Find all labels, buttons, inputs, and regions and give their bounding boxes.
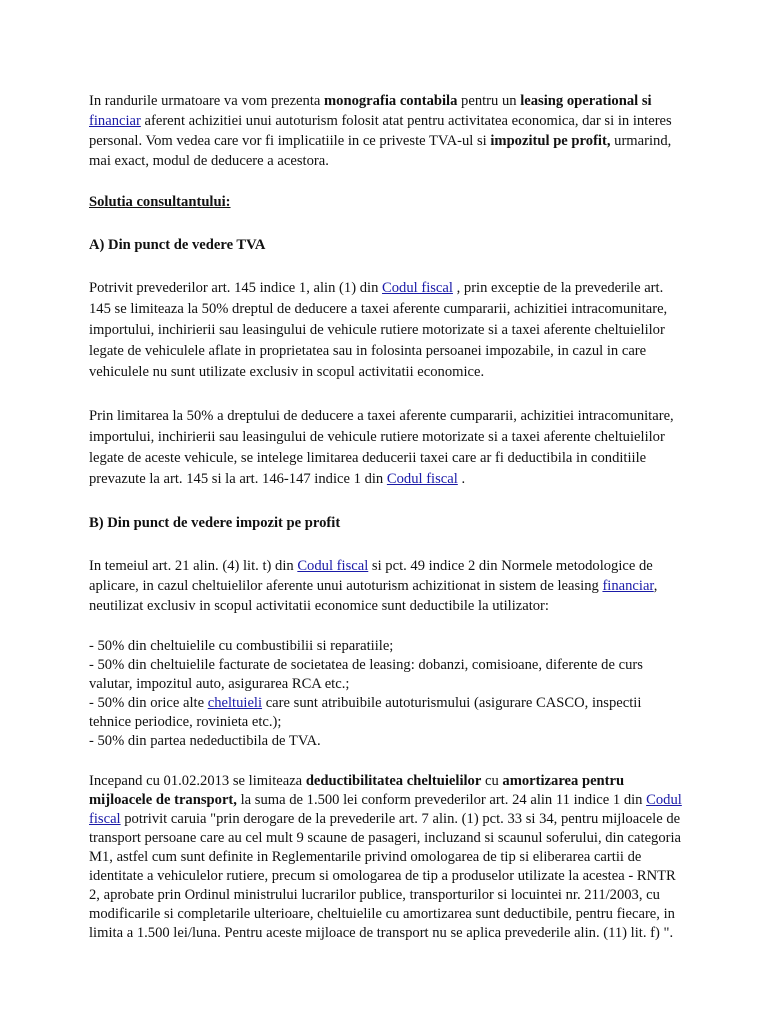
deductible-list: [89, 637, 683, 751]
section-b-paragraph-1: In temeiul art. 21 alin. (4) lit. t) din Codul fiscal si pct. 49 indice 2 din Normele metodologice de aplicare, in cazul cheltuielilor aferente unui autoturism achizitionat in sistem de leasing financiar, neutilizat exclusiv in scopul activitatii economice sunt deductibile la utilizator:: [89, 558, 658, 614]
list-item: - 50% din orice alte cheltuieli care sunt atribuibile autoturismului (asigurare CASCO, inspectii tehnice periodice, rovinieta etc.);: [89, 695, 642, 730]
section-a-paragraph-1: Potrivit prevederilor art. 145 indice 1, alin (1) din Codul fiscal , prin exceptie de la prevederile art. 145 se limiteaza la 50% dreptul de deducere a taxei aferente cumpararii, achizitiei intracomunitare, importului, inchirierii sau leasingului de vehicule rutiere motorizate si a taxei aferente cheltuielilor legate de vehiculele aflate in proprietatea sau in folosinta persoanei impozabile, in cazul in care vehiculele nu sunt utilizate exclusiv in scopul activitatii economice.: [89, 280, 668, 380]
section-a-paragraph-2: Prin limitarea la 50% a dreptului de deducere a taxei aferente cumpararii, achizitiei intracomunitare, importului, inchirierii sau leasingului de vehicule rutiere motorizate si a taxei aferente cheltuielilor legate de aceste vehicule, se intelege limitarea deducerii taxei care ar fi deductibila in conditiile prevazute la art. 145 si la art. 146-147 indice 1 din Codul fiscal .: [89, 408, 674, 487]
section-a-heading: A) Din punct de vedere TVA: [89, 237, 266, 253]
intro-bold-3: impozitul pe profit,: [490, 133, 611, 149]
list-item: - 50% din partea nedeductibila de TVA.: [89, 733, 321, 749]
codul-fiscal-link[interactable]: Codul fiscal: [297, 558, 369, 574]
intro-paragraph: In randurile urmatoare va vom prezenta monografia contabila pentru un leasing operational si financiar aferent achizitiei unui autoturism folosit atat pentru activitatea economica, dar si in interes personal. Vom vedea care vor fi implicatiile in ce priveste TVA-ul si impozitul pe profit, urmarind, mai exact, modul de deducere a acestora.: [89, 93, 672, 169]
codul-fiscal-link[interactable]: Codul fiscal: [382, 280, 453, 296]
intro-bold-1: monografia contabila: [324, 93, 458, 109]
document-body: [89, 91, 683, 943]
financiar-link[interactable]: financiar: [89, 113, 141, 129]
financiar-link[interactable]: financiar: [602, 578, 654, 594]
codul-fiscal-link[interactable]: Codul fiscal: [89, 792, 682, 827]
cheltuieli-link[interactable]: cheltuieli: [207, 695, 263, 711]
list-item: - 50% din cheltuielile facturate de societatea de leasing: dobanzi, comisioane, diferente de curs valutar, impozitul auto, asigurarea RCA etc.;: [89, 657, 643, 692]
intro-bold-2: leasing operational si: [520, 93, 652, 109]
solution-heading: Solutia consultantului:: [89, 194, 231, 210]
codul-fiscal-link[interactable]: Codul fiscal: [386, 471, 458, 487]
section-b-heading: B) Din punct de vedere impozit pe profit: [89, 515, 341, 531]
list-item: - 50% din cheltuielile cu combustibilii si reparatiile;: [89, 638, 394, 654]
section-b-paragraph-2: Incepand cu 01.02.2013 se limiteaza deductibilitatea cheltuielilor cu amortizarea pentru mijloacele de transport, la suma de 1.500 lei conform prevederilor art. 24 alin 11 indice 1 din Codul fiscal potrivit caruia "prin derogare de la prevederile art. 7 alin. (1) pct. 33 si 34, pentru mijloacele de transport persoane care au cel mult 9 scaune de pasageri, incluzand si scaunul soferului, din categoria M1, astfel cum sunt definite in Reglementarile privind omologarea de tip si eliberarea cartii de identitate a vehiculelor rutiere, precum si omologarea de tip a produselor utilizate la acestea - RNTR 2, aprobate prin Ordinul ministrului lucrarilor publice, transporturilor si locuintei nr. 211/2003, cu modificarile si completarile ulterioare, cheltuielile cu amortizarea sunt deductibile, pentru fiecare, in limita a 1.500 lei/luna. Pentru aceste mijloace de transport nu se aplica prevederile alin. (11) lit. f) ".: [89, 773, 682, 941]
